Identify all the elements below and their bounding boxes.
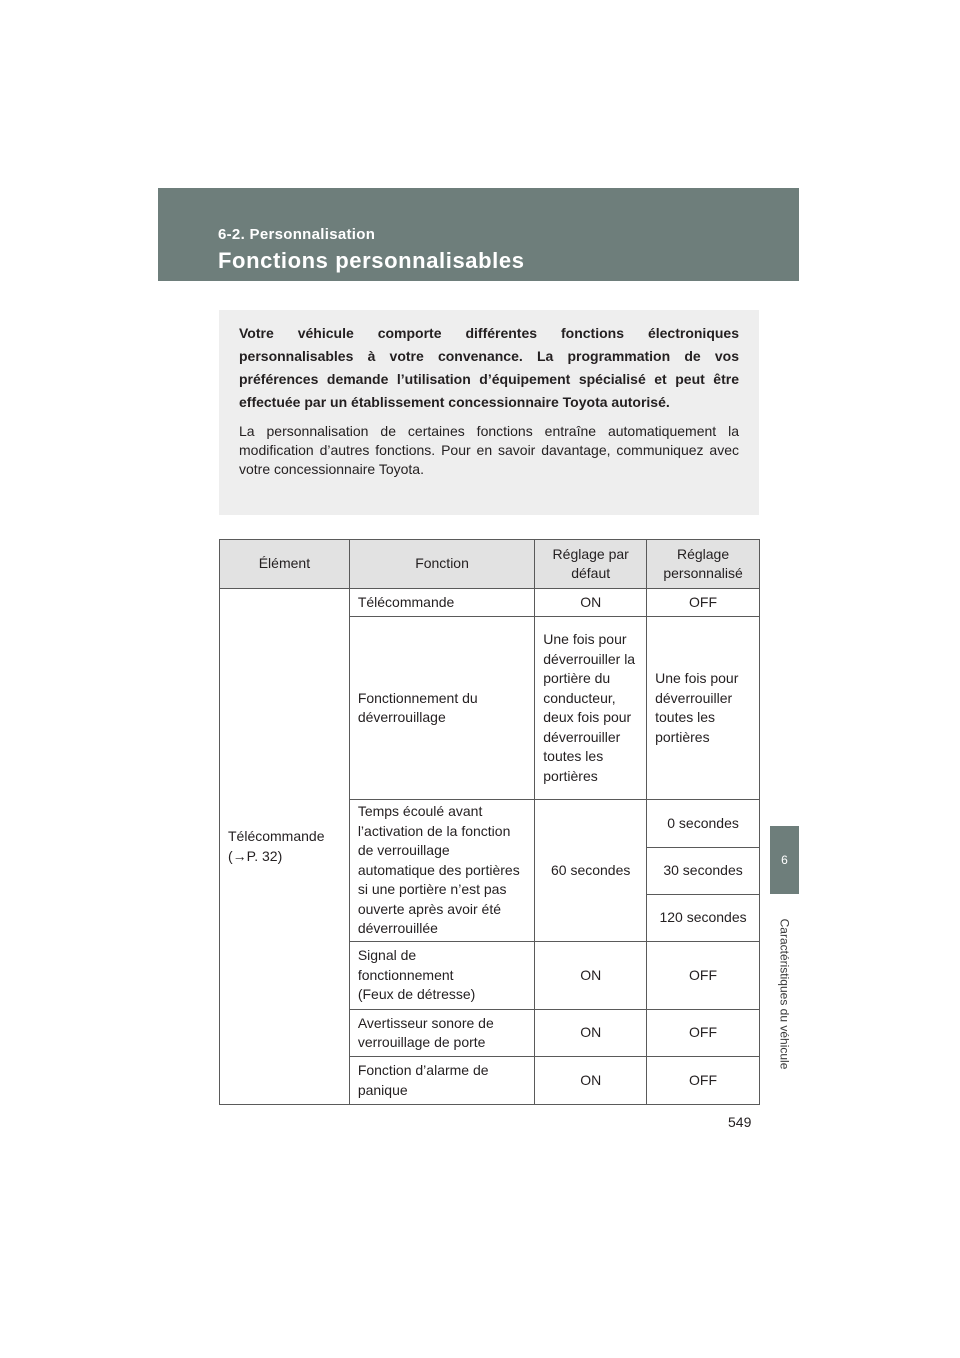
header-default: Réglage par défaut — [535, 540, 647, 589]
table-row — [220, 589, 760, 617]
function-cell: Télécommande — [349, 589, 534, 617]
custom-cell: OFF — [647, 1057, 760, 1105]
customization-table — [219, 539, 760, 1105]
header-custom: Réglage personnalisé — [647, 540, 760, 589]
page-title: Fonctions personnalisables — [218, 248, 525, 273]
default-cell: 60 secondes — [535, 800, 647, 942]
function-cell: Avertisseur sonore de verrouillage de porte — [349, 1010, 534, 1057]
function-cell: Fonctionnement du déverrouillage — [349, 617, 534, 800]
chapter-side-label — [752, 904, 816, 1084]
function-line: (Feux de détresse) — [357, 986, 476, 1003]
header-element: Élément — [220, 540, 350, 589]
default-cell: ON — [535, 1010, 647, 1057]
custom-cell: 0 secondes — [647, 800, 760, 848]
section-label: 6-2. Personnalisation — [218, 226, 376, 243]
custom-cell: Une fois pour déverrouiller toutes les portières — [647, 617, 760, 800]
custom-cell: 30 secondes — [647, 848, 760, 895]
custom-cell: OFF — [647, 1010, 760, 1057]
custom-cell: OFF — [647, 589, 760, 617]
custom-cell: OFF — [647, 942, 760, 1010]
chapter-side-label-text: Caractéristiques du véhicule — [777, 918, 791, 1070]
function-cell: Temps écoulé avant l’activation de la fonction de verrouillage automatique des portières si une portière n’est pas ouverte après avoir été déverrouillée — [349, 800, 534, 942]
function-cell — [349, 942, 534, 1010]
default-cell: ON — [535, 942, 647, 1010]
element-name: Télécommande — [228, 828, 325, 844]
intro-text: La personnalisation de certaines fonctions entraîne automatiquement la modification d’autres fonctions. Pour en savoir davantage, communiquez avec votre concessionnaire Toyota. — [239, 423, 739, 477]
header-function: Fonction — [349, 540, 534, 589]
function-line: fonctionnement — [357, 966, 454, 983]
chapter-header — [158, 188, 799, 281]
default-cell: Une fois pour déverrouiller la portière du conducteur, deux fois pour déverrouiller toutes les portières — [535, 617, 647, 800]
function-cell: Fonction d’alarme de panique — [349, 1057, 534, 1105]
custom-cell: 120 secondes — [647, 895, 760, 942]
function-line: Signal de — [357, 947, 417, 964]
arrow-right-icon: → — [232, 847, 247, 864]
intro-bold-text: Votre véhicule comporte différentes fonctions électroniques personnalisables à votre convenance. La programmation de vos préférences demande l’utilisation d’équipement spécialisé et peut être effectuée par un établissement concessionnaire Toyota autorisé. — [239, 325, 739, 410]
element-cell — [220, 589, 350, 1105]
page-reference[interactable]: P. 32 — [246, 847, 278, 864]
page-number: 549 — [728, 1114, 752, 1130]
intro-box — [219, 310, 759, 515]
default-cell: ON — [535, 1057, 647, 1105]
chapter-tab[interactable] — [770, 826, 799, 894]
table-header-row — [220, 540, 760, 589]
default-cell: ON — [535, 589, 647, 617]
element-reference: (→P. 32) — [228, 847, 283, 864]
chapter-number: 6 — [781, 853, 788, 867]
